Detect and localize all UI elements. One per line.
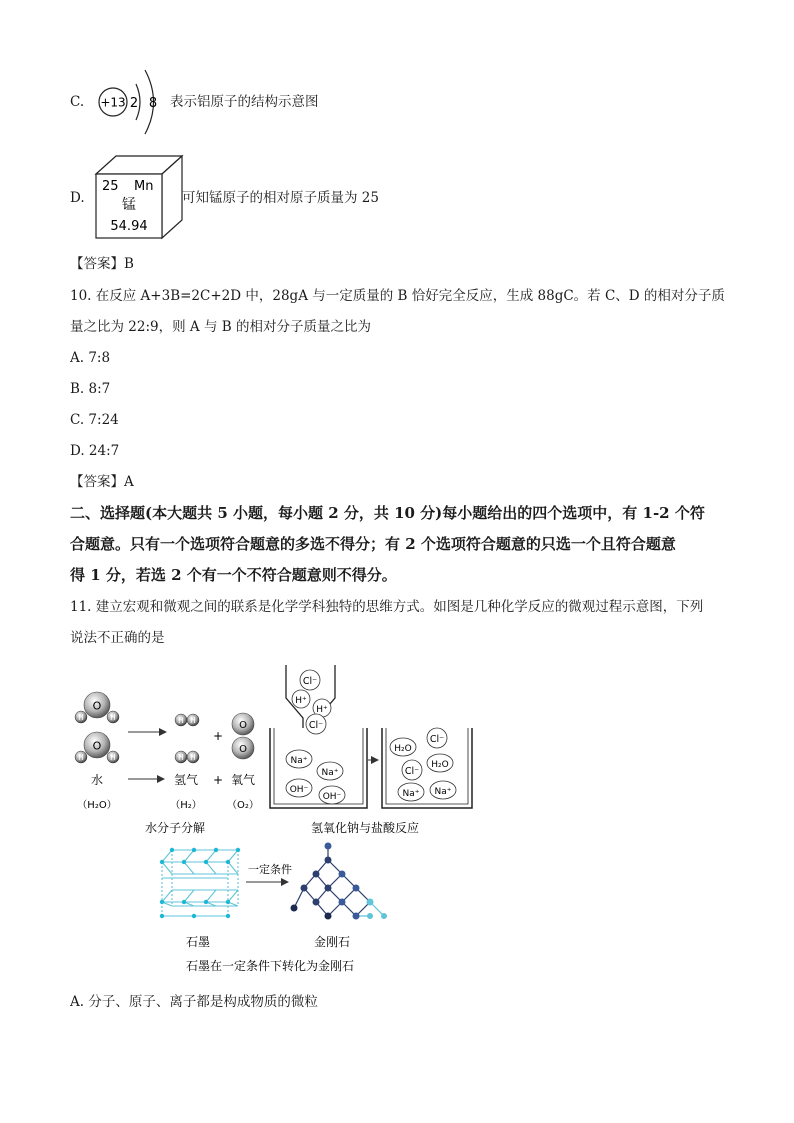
svg-text:H⁺: H⁺ bbox=[295, 696, 307, 706]
svg-text:Na⁺: Na⁺ bbox=[321, 768, 339, 778]
svg-text:Cl⁻: Cl⁻ bbox=[308, 720, 324, 731]
svg-text:O: O bbox=[92, 739, 102, 753]
beaker-after-particles bbox=[390, 728, 456, 801]
label-diamond: 金刚石 bbox=[313, 935, 351, 949]
svg-text:OH⁻: OH⁻ bbox=[289, 785, 309, 795]
label-water: 水 bbox=[90, 773, 104, 787]
svg-text:Cl⁻: Cl⁻ bbox=[302, 676, 318, 687]
question-10-line-2: 量之比为 22:9，则 A 与 B 的相对分子质量之比为 bbox=[70, 319, 371, 335]
diamond-lattice bbox=[294, 846, 384, 916]
reaction-micro-process-figure bbox=[60, 660, 480, 980]
svg-text:H: H bbox=[110, 753, 116, 762]
shell-2-electrons: 8 bbox=[148, 96, 158, 111]
diamond-atoms bbox=[291, 843, 388, 920]
option-c-text: 表示铝原子的结构示意图 bbox=[170, 94, 319, 110]
answer-9: 【答案】B bbox=[70, 256, 134, 272]
condition-label: 一定条件 bbox=[248, 863, 292, 876]
hydrogen-molecule-2 bbox=[175, 751, 199, 763]
beaker-before-ions bbox=[286, 750, 345, 804]
svg-text:Na⁺: Na⁺ bbox=[434, 787, 452, 797]
svg-text:H: H bbox=[190, 716, 196, 725]
water-molecule-1 bbox=[75, 692, 119, 723]
answer-10: 【答案】A bbox=[70, 474, 134, 490]
manganese-element-cell bbox=[94, 154, 186, 242]
svg-text:OH⁻: OH⁻ bbox=[322, 792, 342, 802]
oxygen-atom-label: O bbox=[92, 699, 102, 713]
svg-text:H: H bbox=[190, 753, 196, 762]
svg-text:Na⁺: Na⁺ bbox=[290, 756, 308, 766]
water-molecule-2 bbox=[75, 732, 119, 763]
formula-hydrogen: （H₂） bbox=[170, 800, 202, 811]
question-11-option-a: A. 分子、原子、离子都是构成物质的微粒 bbox=[70, 994, 318, 1010]
caption-neutralization: 氢氧化钠与盐酸反应 bbox=[310, 821, 420, 835]
svg-text:H₂O: H₂O bbox=[394, 744, 412, 754]
label-oxygen: 氧气 bbox=[230, 773, 256, 787]
section-2-line-2: 合题意。只有一个选项符合题意的多选不得分；有 2 个选项符合题意的只选一个且符合题意 bbox=[70, 535, 676, 553]
question-10-option-c: C. 7:24 bbox=[70, 412, 119, 428]
svg-text:H: H bbox=[78, 753, 84, 762]
graphite-lattice bbox=[162, 850, 238, 916]
question-11-line-1: 11. 建立宏观和微观之间的联系是化学学科独特的思维方式。如图是几种化学反应的微观过程示意图，下列 bbox=[70, 599, 704, 615]
svg-text:H₂O: H₂O bbox=[431, 760, 449, 770]
caption-carbon-conversion: 石墨在一定条件下转化为金刚石 bbox=[185, 959, 355, 973]
svg-text:+: + bbox=[212, 773, 224, 787]
svg-text:Na⁺: Na⁺ bbox=[402, 789, 420, 799]
carbon-conversion-diagram bbox=[160, 843, 387, 974]
section-2-line-1: 二、选择题(本大题共 5 小题，每小题 2 分，共 10 分)每小题给出的四个选项中，有 1-2 个符 bbox=[70, 504, 705, 522]
burette-ions bbox=[292, 670, 331, 734]
question-10-option-d: D. 24:7 bbox=[70, 443, 120, 459]
shell-1-electrons: 2 bbox=[129, 96, 139, 111]
relative-atomic-mass: 54.94 bbox=[110, 219, 148, 234]
formula-water: （H₂O） bbox=[77, 800, 117, 811]
svg-text:O: O bbox=[239, 720, 247, 731]
svg-text:H: H bbox=[178, 753, 184, 762]
svg-text:Cl⁻: Cl⁻ bbox=[404, 766, 420, 777]
svg-text:O: O bbox=[239, 744, 247, 755]
option-d-label: D. bbox=[70, 190, 85, 206]
svg-text:H: H bbox=[178, 716, 184, 725]
option-d-text: 可知锰原子的相对原子质量为 25 bbox=[182, 190, 379, 206]
oxygen-molecule bbox=[232, 713, 254, 759]
aluminum-atom-structure-diagram bbox=[96, 66, 166, 138]
element-name: 锰 bbox=[122, 197, 136, 213]
hydrogen-molecule-1 bbox=[175, 714, 199, 726]
question-10-option-a: A. 7:8 bbox=[70, 350, 111, 366]
svg-text:Cl⁻: Cl⁻ bbox=[429, 734, 445, 745]
svg-text:H: H bbox=[78, 713, 84, 722]
label-graphite: 石墨 bbox=[185, 935, 211, 949]
section-2-line-3: 得 1 分，若选 2 个有一个不符合题意则不得分。 bbox=[70, 566, 397, 584]
neutralization-diagram bbox=[270, 665, 472, 835]
formula-oxygen: （O₂） bbox=[227, 800, 259, 811]
caption-water-decomposition: 水分子分解 bbox=[144, 821, 206, 835]
svg-text:H⁺: H⁺ bbox=[316, 705, 328, 715]
atomic-number: 25 bbox=[102, 179, 119, 194]
option-c-label: C. bbox=[70, 94, 85, 110]
water-decomposition-diagram bbox=[75, 692, 259, 835]
element-symbol: Mn bbox=[134, 179, 154, 194]
label-hydrogen: 氢气 bbox=[173, 773, 199, 787]
nucleus-charge: +13 bbox=[100, 95, 126, 110]
question-11-line-2: 说法不正确的是 bbox=[70, 630, 165, 646]
question-10-line-1: 10. 在反应 A+3B=2C+2D 中，28gA 与一定质量的 B 恰好完全反应，生成 88gC。若 C、D 的相对分子质 bbox=[70, 288, 725, 304]
plus-sign: + bbox=[212, 729, 224, 743]
question-10-option-b: B. 8:7 bbox=[70, 381, 111, 397]
svg-text:H: H bbox=[110, 713, 116, 722]
